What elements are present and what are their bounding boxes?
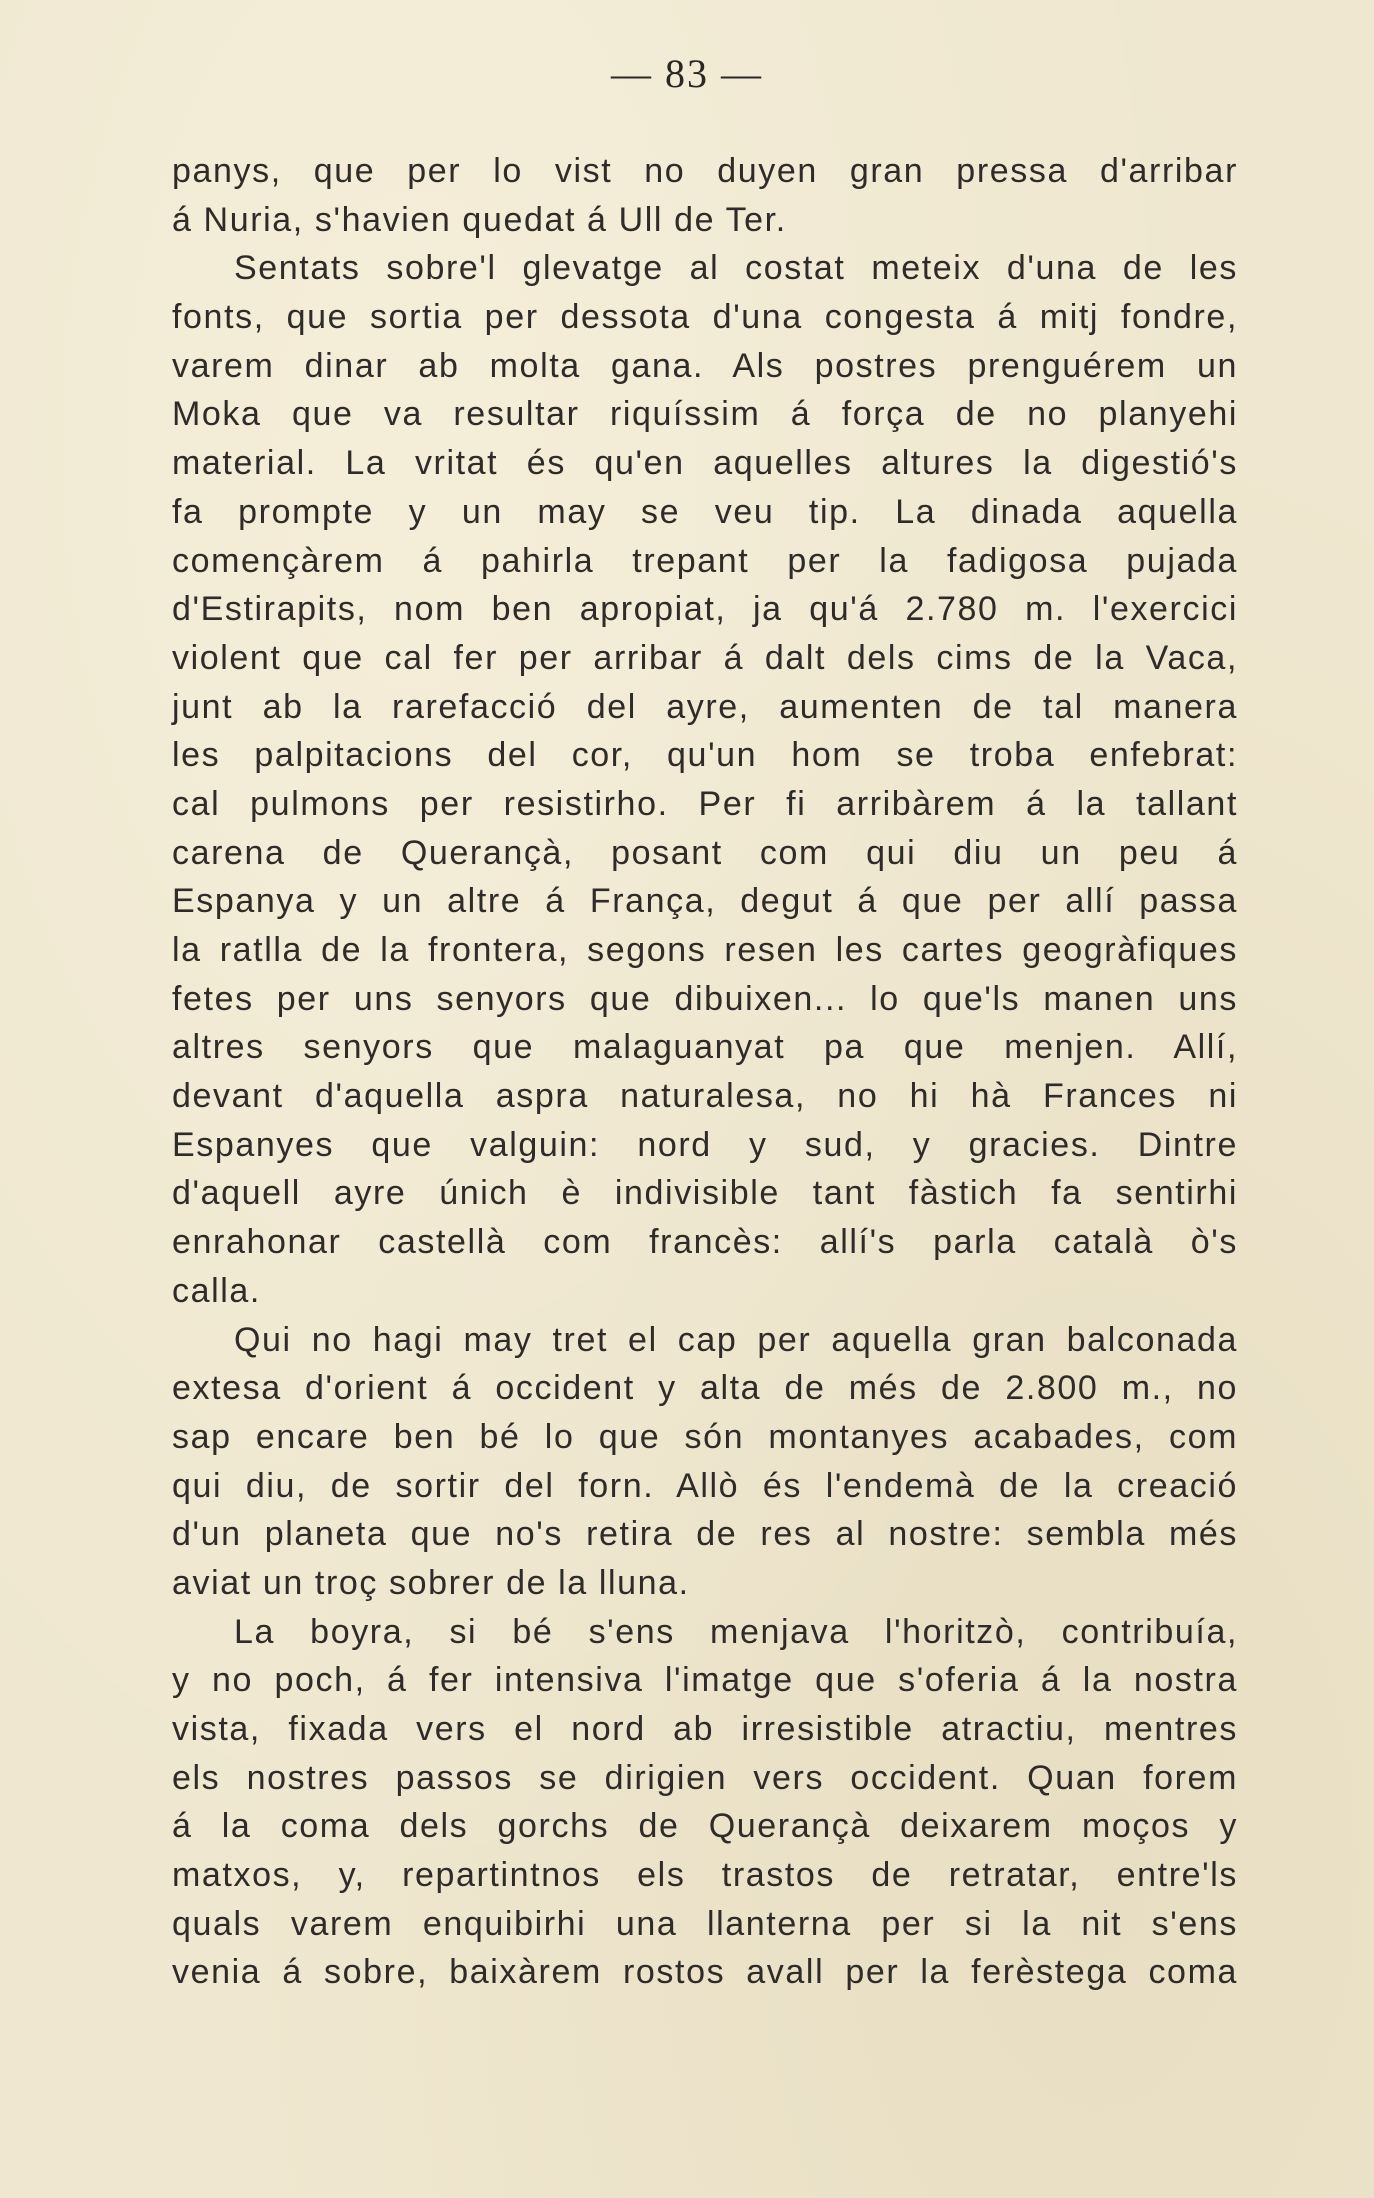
text-line: material. La vritat és qu'en aquelles altures la digestió's	[172, 444, 1238, 483]
text-line: enrahonar castellà com francès: allí's parla català ò's	[172, 1223, 1238, 1262]
text-line: quals varem enquibirhi una llanterna per si la nit s'ens	[172, 1904, 1238, 1943]
text-line: fonts, que sortia per dessota d'una congesta á mitj fondre,	[172, 298, 1238, 337]
text-line: d'aquell ayre únich è indivisible tant fàstich fa sentirhi	[172, 1174, 1238, 1213]
text-line: La boyra, si bé s'ens menjava l'horitzò, contribuía,	[234, 1612, 1238, 1651]
text-line: d'Estirapits, nom ben apropiat, ja qu'á 2.780 m. l'exercici	[172, 590, 1238, 629]
text-line: matxos, y, repartintnos els trastos de retratar, entre'ls	[172, 1856, 1238, 1895]
text-line: Espanya y un altre á França, degut á que per allí passa	[172, 882, 1238, 921]
text-line: Espanyes que valguin: nord y sud, y gracies. Dintre	[172, 1125, 1238, 1164]
text-line: fa prompte y un may se veu tip. La dinada aquella	[172, 492, 1238, 531]
text-line: les palpitacions del cor, qu'un hom se troba enfebrat:	[172, 736, 1238, 775]
text-line: y no poch, á fer intensiva l'imatge que s'oferia á la nostra	[172, 1661, 1238, 1700]
text-line: varem dinar ab molta gana. Als postres prenguérem un	[172, 346, 1238, 385]
text-line: qui diu, de sortir del forn. Allò és l'endemà de la creació	[172, 1466, 1238, 1505]
text-line: Moka que va resultar riquíssim á força de no planyehi	[172, 395, 1238, 434]
text-line: á la coma dels gorchs de Querançà deixarem moços y	[172, 1807, 1238, 1846]
body-text	[172, 147, 1238, 1997]
text-line: violent que cal fer per arribar á dalt dels cims de la Vaca,	[172, 638, 1238, 677]
text-line: á Nuria, s'havien quedat á Ull de Ter.	[172, 200, 787, 239]
text-line: devant d'aquella aspra naturalesa, no hi hà Frances ni	[172, 1077, 1238, 1116]
text-line: vista, fixada vers el nord ab irresistible atractiu, mentres	[172, 1710, 1238, 1748]
text-line: carena de Querançà, posant com qui diu un peu á	[172, 833, 1238, 872]
text-line: començàrem á pahirla trepant per la fadigosa pujada	[172, 541, 1238, 580]
page-number: — 83 —	[611, 51, 763, 96]
text-line: aviat un troç sobrer de la lluna.	[172, 1563, 690, 1602]
text-line: venia á sobre, baixàrem rostos avall per la ferèstega coma	[172, 1953, 1238, 1992]
text-line: extesa d'orient á occident y alta de més de 2.800 m., no	[172, 1369, 1238, 1408]
text-line: d'un planeta que no's retira de res al nostre: sembla més	[172, 1515, 1238, 1554]
text-line: panys, que per lo vist no duyen gran pressa d'arribar	[172, 152, 1238, 190]
text-line: els nostres passos se dirigien vers occident. Quan forem	[172, 1758, 1238, 1797]
text-line: sap encare ben bé lo que són montanyes acabades, com	[172, 1417, 1238, 1456]
text-line: Sentats sobre'l glevatge al costat meteix d'una de les	[234, 249, 1238, 288]
text-line: calla.	[172, 1271, 261, 1310]
text-line: cal pulmons per resistirho. Per fi arribàrem á la tallant	[172, 784, 1238, 823]
text-line: altres senyors que malaguanyat pa que menjen. Allí,	[172, 1028, 1238, 1067]
text-line: la ratlla de la frontera, segons resen les cartes geogràfiques	[172, 931, 1238, 969]
text-line: junt ab la rarefacció del ayre, aumenten de tal manera	[172, 687, 1238, 726]
text-line: Qui no hagi may tret el cap per aquella gran balconada	[234, 1320, 1238, 1359]
text-line: fetes per uns senyors que dibuixen... lo que'ls manen uns	[172, 979, 1238, 1018]
